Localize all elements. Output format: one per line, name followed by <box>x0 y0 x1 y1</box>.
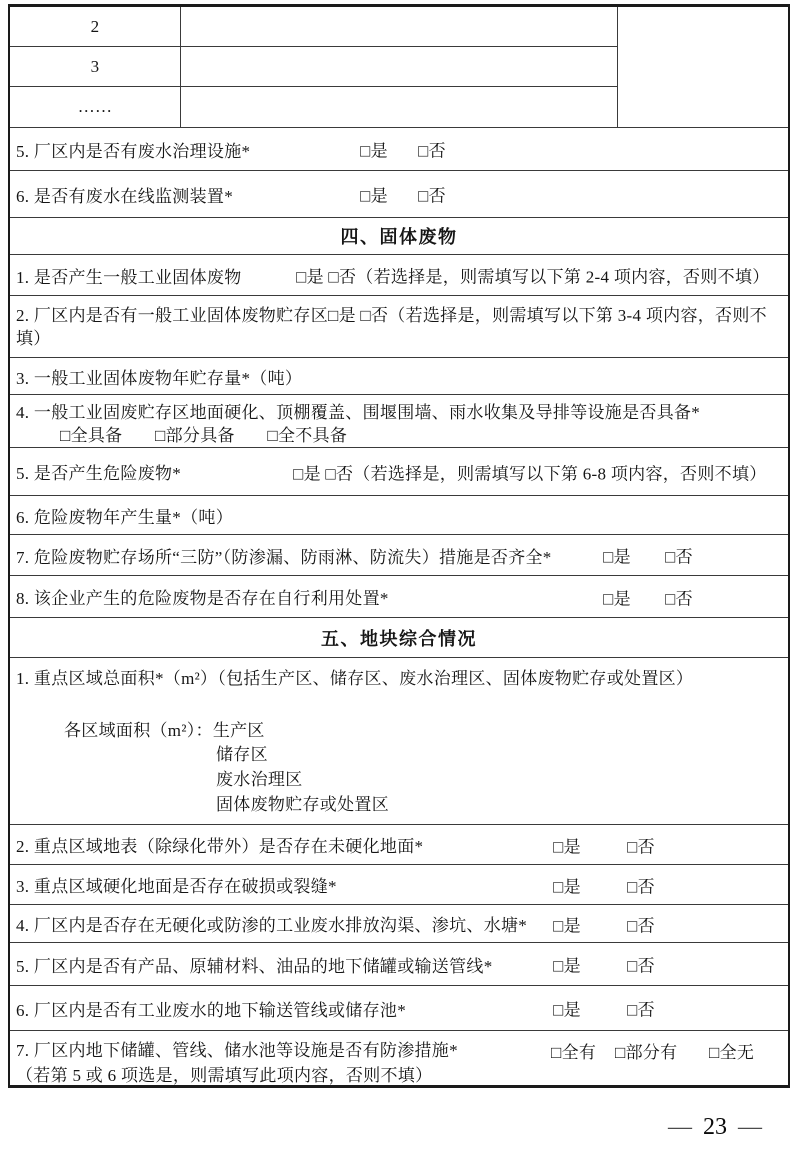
row-number-cell <box>10 87 181 127</box>
question-text: 4. 厂区内是否存在无硬化或防渗的工业废水排放沟渠、渗坑、水塘* <box>16 916 528 935</box>
question-text: 8. 该企业产生的危险废物是否存在自行利用处置* <box>16 589 389 608</box>
question-text: 6. 是否有废水在线监测装置* <box>16 186 233 206</box>
checkbox-yes[interactable]: □是 <box>360 141 388 161</box>
row-s5-q6 <box>10 985 788 1030</box>
question-text: 1. 是否产生一般工业固体废物 <box>16 267 242 287</box>
footer-dash-right: — <box>738 1114 762 1140</box>
row-s5-q2 <box>10 824 788 864</box>
checkbox-all-present[interactable]: □全有 <box>551 1043 597 1062</box>
row-s4-q4 <box>10 394 788 447</box>
checkbox-options-with-note[interactable]: □是 □否（若选择是，则需填写以下第 2-4 项内容，否则不填） <box>296 267 770 287</box>
checkbox-yes[interactable]: □是 <box>603 547 631 567</box>
checkbox-yes[interactable]: □是 <box>553 956 581 976</box>
checkbox-no[interactable]: □否 <box>665 547 693 567</box>
row-s5-q5 <box>10 942 788 985</box>
checkbox-no[interactable]: □否 <box>627 877 655 896</box>
checkbox-no[interactable]: □否 <box>627 837 655 856</box>
empty-content-cell <box>181 47 618 87</box>
checkbox-partially-equipped[interactable]: □部分具备 <box>155 426 235 445</box>
question-text: 2. 重点区域地表（除绿化带外）是否存在未硬化地面* <box>16 837 424 856</box>
row-number-cell <box>10 47 181 87</box>
row-wastewater-q6 <box>10 170 788 217</box>
question-text: 3. 重点区域硬化地面是否存在破损或裂缝* <box>16 877 337 896</box>
question-text: 4. 一般工业固废贮存区地面硬化、顶棚覆盖、围堰围墙、雨水收集及导排等设施是否具备* <box>16 403 701 422</box>
checkbox-all-equipped[interactable]: □全具备 <box>60 426 123 445</box>
row-number: …… <box>77 97 113 116</box>
checkbox-yes[interactable]: □是 <box>553 837 581 856</box>
row-number: 2 <box>90 16 100 36</box>
survey-table <box>8 4 790 1088</box>
checkbox-no[interactable]: □否 <box>627 916 655 935</box>
question-text: 7. 厂区内地下储罐、管线、储水池等设施是否有防渗措施* <box>16 1041 458 1060</box>
checkbox-options-with-note[interactable]: □是 □否（若选择是，则需填写以下第 6-8 项内容，否则不填） <box>293 464 767 483</box>
question-text: 6. 厂区内是否有工业废水的地下输送管线或储存池* <box>16 1000 406 1020</box>
row-s5-q3 <box>10 864 788 904</box>
checkbox-no[interactable]: □否 <box>418 141 446 161</box>
question-text: 7. 危险废物贮存场所“三防”（防渗漏、防雨淋、防流失）措施是否齐全* <box>16 547 552 567</box>
footer-dash-left: — <box>668 1114 692 1140</box>
question-text: 5. 厂区内是否有产品、原辅材料、油品的地下储罐或输送管线* <box>16 956 493 976</box>
checkbox-yes[interactable]: □是 <box>553 916 581 935</box>
section-title: 四、固体废物 <box>340 227 458 247</box>
area-label-production-zone: 各区域面积（m²）：生产区 <box>64 721 265 740</box>
row-s4-q5 <box>10 447 788 495</box>
checkbox-no[interactable]: □否 <box>418 186 446 206</box>
section-title: 五、地块综合情况 <box>321 628 477 649</box>
question-text: 5. 厂区内是否有废水治理设施* <box>16 141 251 161</box>
question-text: 6. 危险废物年产生量*（吨） <box>16 507 233 527</box>
question-text: 3. 一般工业固体废物年贮存量*（吨） <box>16 368 303 388</box>
checkbox-no[interactable]: □否 <box>627 1000 655 1020</box>
question-note: （若第 5 或 6 项选是，则需填写此项内容，否则不填） <box>16 1066 433 1085</box>
merged-right-cell <box>618 7 788 127</box>
checkbox-option-row <box>16 424 782 447</box>
checkbox-partially-present[interactable]: □部分有 <box>615 1043 678 1062</box>
row-number: 3 <box>90 56 100 76</box>
row-number-cell <box>10 7 181 47</box>
row-s4-q6 <box>10 495 788 534</box>
checkbox-none-present[interactable]: □全无 <box>709 1043 755 1062</box>
row-s4-q1 <box>10 254 788 295</box>
empty-content-cell <box>181 87 618 127</box>
checkbox-no[interactable]: □否 <box>627 956 655 976</box>
question-text: 2. 厂区内是否有一般工业固体废物贮存区□是 □否（若选择是，则需填写以下第 3-4 项内容，否则不填） <box>16 306 767 348</box>
checkbox-no[interactable]: □否 <box>665 589 693 608</box>
section-header-solid-waste <box>10 217 788 254</box>
checkbox-none-equipped[interactable]: □全不具备 <box>267 426 348 445</box>
section-header-site-overview <box>10 617 788 657</box>
area-item-solid-waste-zone: 固体废物贮存或处置区 <box>216 795 389 814</box>
checkbox-yes[interactable]: □是 <box>360 186 388 206</box>
row-s5-q4 <box>10 904 788 942</box>
numbered-continuation-table <box>10 7 788 127</box>
checkbox-yes[interactable]: □是 <box>603 589 631 608</box>
row-s4-q2 <box>10 295 788 357</box>
checkbox-yes[interactable]: □是 <box>553 1000 581 1020</box>
footer-page-number: 23 <box>703 1114 727 1140</box>
row-s5-q1 <box>10 657 788 824</box>
checkbox-yes[interactable]: □是 <box>553 877 581 896</box>
row-s4-q7 <box>10 534 788 575</box>
question-text: 5. 是否产生危险废物* <box>16 464 182 483</box>
row-s5-q7 <box>10 1030 788 1085</box>
row-s4-q8 <box>10 575 788 617</box>
row-s4-q3 <box>10 357 788 394</box>
area-item-wastewater-zone: 废水治理区 <box>216 770 303 789</box>
empty-content-cell <box>181 7 618 47</box>
question-text: 1. 重点区域总面积*（m²）（包括生产区、储存区、废水治理区、固体废物贮存或处置区） <box>16 669 694 688</box>
page-number <box>640 1114 790 1141</box>
row-wastewater-q5 <box>10 127 788 170</box>
area-item-storage-zone: 储存区 <box>216 745 268 764</box>
